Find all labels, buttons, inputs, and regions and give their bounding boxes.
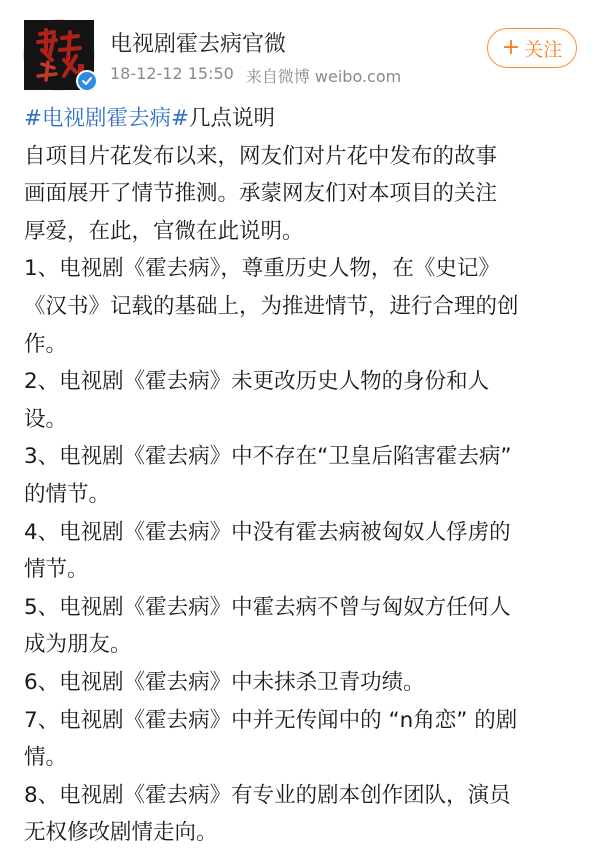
post-line: 情节。 [24, 557, 89, 583]
post-line: 成为朋友。 [24, 632, 132, 658]
post-header [0, 0, 600, 100]
post-line: 设。 [24, 406, 68, 432]
post-line: 7、电视剧《霍去病》中并无传闻中的 “n角恋” 的剧 [24, 707, 518, 733]
post-line: 作。 [24, 331, 68, 357]
post-line: 无权修改剧情走向。 [24, 820, 218, 846]
post-line: 8、电视剧《霍去病》有专业的剧本创作团队，演员 [24, 782, 511, 808]
post-line: 画面展开了情节推测。承蒙网友们对本项目的关注 [24, 181, 498, 207]
post-title-line [24, 100, 584, 138]
post-line: 3、电视剧《霍去病》中不存在“卫皇后陷害霍去病” [24, 444, 512, 470]
post-line: 《汉书》记载的基础上，为推进情节，进行合理的创 [24, 293, 519, 319]
post-line: 厚爱，在此，官微在此说明。 [24, 218, 304, 244]
post-line: 1、电视剧《霍去病》，尊重历史人物，在《史记》 [24, 256, 500, 282]
post-line: 4、电视剧《霍去病》中没有霍去病被匈奴人俘虏的 [24, 519, 511, 545]
post-body [24, 100, 584, 852]
post-line: 情。 [24, 745, 68, 771]
post-line: 2、电视剧《霍去病》未更改历史人物的身份和人 [24, 369, 490, 395]
verified-badge-icon [76, 70, 98, 92]
account-name[interactable]: 电视剧霍去病官微 [110, 32, 287, 57]
post-meta [110, 64, 401, 87]
post-line: 自项目片花发布以来，网友们对片花中发布的故事 [24, 143, 498, 169]
post-time: 18-12-12 15:50 [110, 64, 234, 83]
post-line: 6、电视剧《霍去病》中未抹杀卫青功绩。 [24, 669, 425, 695]
post-source: 来自微博 weibo.com [245, 67, 402, 86]
hashtag-link[interactable]: #电视剧霍去病# [24, 106, 190, 131]
post-line: 的情节。 [24, 481, 111, 507]
plus-icon: + [501, 35, 521, 60]
follow-button[interactable] [487, 28, 577, 68]
post-title: 几点说明 [189, 106, 276, 131]
follow-label: 关注 [524, 38, 563, 61]
post-line: 5、电视剧《霍去病》中霍去病不曾与匈奴方任何人 [24, 594, 511, 620]
